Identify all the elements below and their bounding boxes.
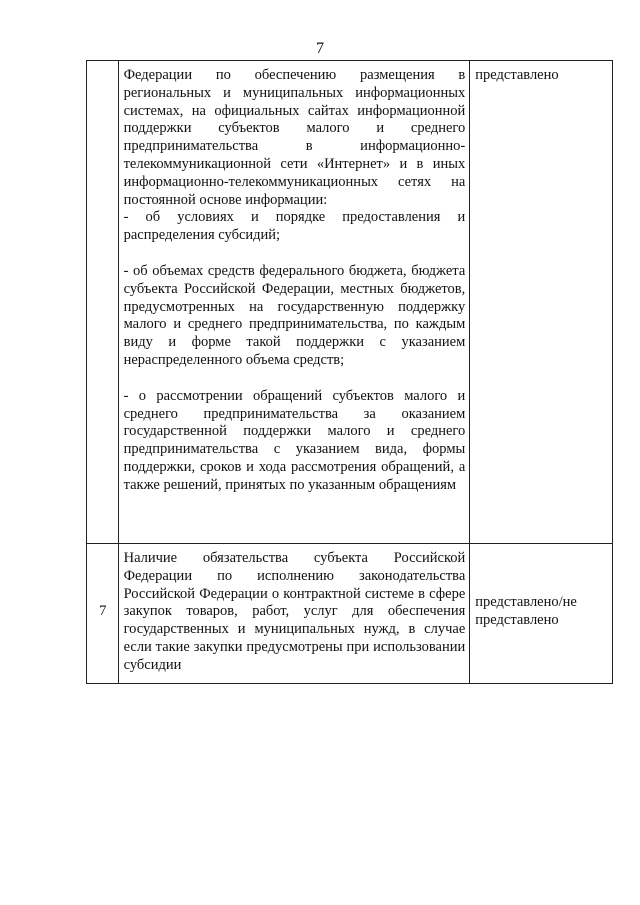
row-number-cell: 7 [87, 544, 119, 684]
criterion-list-item: - о рассмотрении обращений субъектов малого и среднего предпринимательства за оказанием государственной поддержки малого и среднего предпринимательства с указанием вида, формы поддержки, сроков и хода рассмотрения обращений, а также решений, принятых по указанным обращениям [123, 387, 466, 493]
criterion-list-item: - об условиях и порядке предоставления и распределения субсидий; [123, 209, 466, 244]
status-cell: представлено [470, 61, 613, 544]
criterion-text-cell [118, 544, 470, 684]
criteria-table [86, 60, 613, 684]
criterion-paragraph: Федерации по обеспечению размещения в региональных и муниципальных информационных системах, на официальных сайтах информационной поддержки субъектов малого и среднего предпринимательства в информационно-телекоммуникационной сети «Интернет» и в иных информационно-телекоммуникационных сетях на постоянной основе информации: [123, 67, 466, 208]
criterion-paragraph: Наличие обязательства субъекта Российской Федерации по исполнению законодательства Российской Федерации о контрактной системе в сфере закупок товаров, работ, услуг для обеспечения государственных и муниципальных нужд, в случае если такие закупки предусмотрены при использовании субсидии [123, 550, 466, 673]
table-row [87, 544, 613, 684]
criterion-text-cell [118, 61, 470, 544]
page-number: 7 [316, 40, 324, 57]
status-cell: представлено/не представлено [470, 544, 613, 684]
table-row [87, 61, 613, 544]
row-number-cell [87, 61, 119, 544]
criterion-list-item: - об объемах средств федерального бюджета, бюджета субъекта Российской Федерации, местных бюджетов, предусмотренных на государственную поддержку малого и среднего предпринимательства, по каждым виду и форме такой поддержки с указанием нераспределенного объема средств; [123, 262, 466, 368]
